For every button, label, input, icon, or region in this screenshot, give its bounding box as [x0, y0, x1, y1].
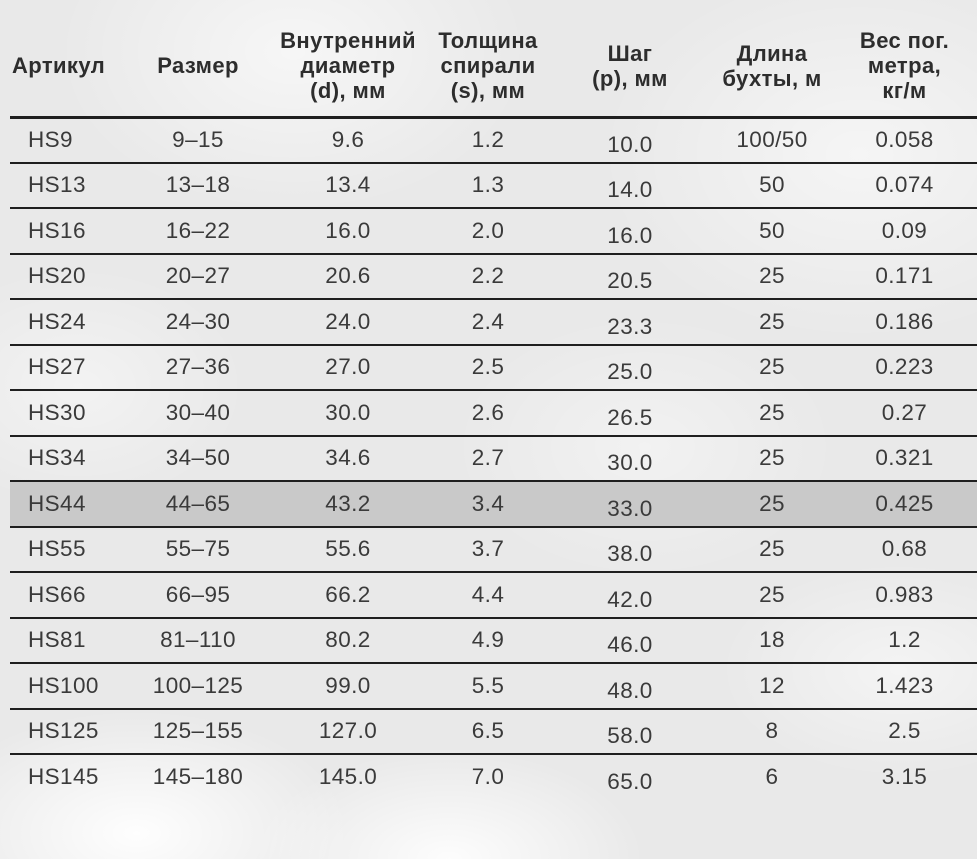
header-label: (s), мм: [450, 78, 526, 104]
cell-value: 25: [759, 399, 785, 425]
cell-weight-per-meter: [832, 663, 977, 709]
table-body: [10, 117, 977, 800]
cell-value: HS81: [28, 627, 86, 653]
cell-value: 3.7: [471, 536, 505, 562]
cell-inner-diameter: [268, 163, 428, 209]
cell-value: 145.0: [318, 764, 378, 790]
cell-value: 38.0: [607, 541, 653, 567]
cell-value: HS27: [28, 354, 86, 380]
cell-coil-length: [712, 527, 832, 573]
cell-value: 43.2: [325, 490, 371, 516]
cell-value: 80.2: [325, 627, 371, 653]
cell-weight-per-meter: [832, 436, 977, 482]
cell-inner-diameter: [268, 299, 428, 345]
cell-article: [10, 754, 128, 800]
cell-value: 1.2: [888, 627, 921, 653]
cell-value: 27–36: [165, 354, 231, 380]
cell-spiral-thickness: [428, 163, 548, 209]
cell-spiral-thickness: [428, 390, 548, 436]
header-label: Артикул: [12, 53, 106, 79]
cell-value: 0.058: [875, 127, 934, 152]
cell-value: HS9: [28, 127, 73, 152]
cell-spiral-thickness: [428, 572, 548, 618]
cell-value: 8: [765, 718, 779, 744]
cell-value: 145–180: [152, 764, 244, 790]
cell-size: [128, 709, 268, 755]
cell-inner-diameter: [268, 709, 428, 755]
cell-value: 100/50: [736, 127, 808, 152]
cell-value: 13.4: [325, 172, 371, 198]
cell-spiral-thickness: [428, 345, 548, 391]
cell-value: 25.0: [607, 359, 653, 385]
cell-value: 66.2: [325, 581, 371, 607]
cell-value: 20.6: [325, 263, 371, 289]
cell-value: 3.4: [471, 490, 505, 516]
cell-step: [548, 572, 712, 618]
cell-value: 20.5: [607, 268, 653, 294]
cell-coil-length: [712, 663, 832, 709]
cell-value: 0.171: [875, 263, 934, 289]
cell-value: 1.423: [875, 672, 934, 698]
cell-weight-per-meter: [832, 163, 977, 209]
col-header-spiral-thickness: [428, 0, 548, 117]
cell-value: 0.27: [881, 399, 928, 425]
table-row: [10, 254, 977, 300]
header-label: Длина: [736, 40, 808, 66]
cell-coil-length: [712, 572, 832, 618]
cell-step: [548, 163, 712, 209]
cell-step: [548, 390, 712, 436]
cell-size: [128, 390, 268, 436]
cell-value: 2.0: [471, 217, 505, 243]
table-row: [10, 299, 977, 345]
cell-value: 16.0: [607, 222, 653, 248]
cell-value: 24–30: [165, 308, 231, 334]
cell-inner-diameter: [268, 618, 428, 664]
cell-article: [10, 208, 128, 254]
cell-inner-diameter: [268, 345, 428, 391]
cell-article: [10, 299, 128, 345]
cell-weight-per-meter: [832, 299, 977, 345]
cell-article: [10, 163, 128, 209]
cell-step: [548, 663, 712, 709]
cell-value: HS24: [28, 308, 86, 334]
cell-step: [548, 709, 712, 755]
header-label: Размер: [157, 53, 239, 79]
cell-article: [10, 618, 128, 664]
table-row: [10, 117, 977, 163]
header-label: Вес пог.: [859, 28, 950, 54]
cell-value: 25: [759, 490, 785, 516]
cell-weight-per-meter: [832, 527, 977, 573]
cell-value: 48.0: [607, 677, 653, 703]
table-row: [10, 208, 977, 254]
cell-step: [548, 299, 712, 345]
cell-inner-diameter: [268, 527, 428, 573]
cell-weight-per-meter: [832, 481, 977, 527]
cell-coil-length: [712, 754, 832, 800]
cell-weight-per-meter: [832, 572, 977, 618]
cell-article: [10, 390, 128, 436]
cell-weight-per-meter: [832, 254, 977, 300]
cell-article: [10, 117, 128, 163]
table-row: [10, 754, 977, 800]
cell-size: [128, 663, 268, 709]
cell-value: 125–155: [152, 718, 244, 744]
cell-article: [10, 527, 128, 573]
cell-value: 30.0: [325, 399, 371, 425]
header-label: Внутренний: [280, 28, 416, 54]
cell-value: 23.3: [607, 313, 653, 339]
header-label: бухты, м: [722, 65, 822, 91]
cell-value: 44–65: [165, 490, 231, 516]
cell-value: 25: [759, 536, 785, 562]
cell-inner-diameter: [268, 663, 428, 709]
cell-article: [10, 663, 128, 709]
cell-value: 9.6: [331, 127, 365, 152]
cell-value: HS16: [28, 217, 86, 243]
header-label: спирали: [440, 53, 536, 79]
cell-value: 1.2: [471, 127, 505, 152]
cell-value: 18: [759, 627, 785, 653]
cell-value: 0.223: [875, 354, 934, 380]
cell-inner-diameter: [268, 390, 428, 436]
col-header-step: [548, 0, 712, 117]
cell-value: 65.0: [607, 769, 653, 795]
cell-spiral-thickness: [428, 436, 548, 482]
cell-inner-diameter: [268, 436, 428, 482]
cell-value: 4.4: [471, 581, 505, 607]
cell-value: 3.15: [881, 764, 928, 790]
cell-article: [10, 709, 128, 755]
cell-size: [128, 618, 268, 664]
cell-value: 50: [759, 217, 785, 243]
cell-inner-diameter: [268, 117, 428, 163]
cell-inner-diameter: [268, 481, 428, 527]
cell-step: [548, 117, 712, 163]
cell-spiral-thickness: [428, 299, 548, 345]
cell-value: 30–40: [165, 399, 231, 425]
cell-spiral-thickness: [428, 254, 548, 300]
cell-value: 99.0: [325, 672, 371, 698]
cell-size: [128, 163, 268, 209]
cell-coil-length: [712, 390, 832, 436]
cell-step: [548, 345, 712, 391]
cell-coil-length: [712, 208, 832, 254]
cell-inner-diameter: [268, 208, 428, 254]
col-header-size: [128, 0, 268, 117]
cell-value: 127.0: [318, 718, 378, 744]
cell-value: 13–18: [165, 172, 231, 198]
table-row: [10, 618, 977, 664]
cell-value: 2.5: [888, 718, 921, 744]
cell-coil-length: [712, 299, 832, 345]
cell-value: 34.6: [325, 445, 371, 471]
cell-value: 9–15: [172, 127, 224, 152]
cell-value: HS145: [28, 764, 99, 790]
cell-value: 16–22: [165, 217, 231, 243]
cell-spiral-thickness: [428, 117, 548, 163]
cell-weight-per-meter: [832, 390, 977, 436]
cell-inner-diameter: [268, 754, 428, 800]
cell-weight-per-meter: [832, 618, 977, 664]
cell-size: [128, 754, 268, 800]
cell-value: 27.0: [325, 354, 371, 380]
cell-article: [10, 345, 128, 391]
col-header-weight: [832, 0, 977, 117]
table-row: [10, 572, 977, 618]
spec-table: [10, 0, 977, 800]
cell-value: HS30: [28, 399, 86, 425]
cell-value: 0.074: [875, 172, 934, 198]
header-label: Толщина: [438, 28, 538, 54]
cell-value: 58.0: [607, 723, 653, 749]
cell-value: 12: [759, 672, 785, 698]
header-label: (p), мм: [592, 65, 668, 91]
cell-size: [128, 254, 268, 300]
table-row: [10, 345, 977, 391]
cell-size: [128, 481, 268, 527]
cell-value: 2.6: [471, 399, 505, 425]
table-row: [10, 709, 977, 755]
cell-coil-length: [712, 163, 832, 209]
cell-value: HS100: [28, 672, 99, 698]
cell-coil-length: [712, 709, 832, 755]
cell-value: 0.983: [875, 581, 934, 607]
header-row: [10, 0, 977, 117]
cell-step: [548, 208, 712, 254]
col-header-coil-length: [712, 0, 832, 117]
cell-size: [128, 572, 268, 618]
cell-size: [128, 345, 268, 391]
cell-size: [128, 527, 268, 573]
cell-value: HS34: [28, 445, 86, 471]
table-row: [10, 527, 977, 573]
cell-value: 46.0: [607, 632, 653, 658]
cell-article: [10, 572, 128, 618]
cell-weight-per-meter: [832, 345, 977, 391]
cell-value: 0.186: [875, 308, 934, 334]
cell-value: 50: [759, 172, 785, 198]
table-row: [10, 436, 977, 482]
cell-value: 34–50: [165, 445, 231, 471]
cell-step: [548, 527, 712, 573]
cell-article: [10, 254, 128, 300]
cell-coil-length: [712, 618, 832, 664]
cell-value: 2.2: [471, 263, 505, 289]
cell-size: [128, 117, 268, 163]
table-row: [10, 663, 977, 709]
cell-value: 4.9: [471, 627, 505, 653]
cell-coil-length: [712, 436, 832, 482]
cell-weight-per-meter: [832, 117, 977, 163]
header-label: кг/м: [882, 78, 927, 104]
cell-spiral-thickness: [428, 527, 548, 573]
header-label: метра,: [867, 53, 942, 79]
cell-value: 100–125: [152, 672, 244, 698]
header-label: Шаг: [607, 40, 653, 66]
cell-coil-length: [712, 254, 832, 300]
cell-value: HS44: [28, 490, 86, 516]
cell-value: 33.0: [607, 495, 653, 521]
cell-inner-diameter: [268, 254, 428, 300]
cell-value: 10.0: [607, 132, 653, 157]
cell-value: 6: [765, 764, 779, 790]
cell-value: HS13: [28, 172, 86, 198]
cell-value: 25: [759, 308, 785, 334]
cell-value: 2.5: [471, 354, 505, 380]
cell-value: 25: [759, 263, 785, 289]
cell-step: [548, 754, 712, 800]
cell-step: [548, 254, 712, 300]
cell-article: [10, 436, 128, 482]
cell-weight-per-meter: [832, 754, 977, 800]
cell-coil-length: [712, 117, 832, 163]
cell-spiral-thickness: [428, 481, 548, 527]
cell-size: [128, 436, 268, 482]
cell-coil-length: [712, 345, 832, 391]
cell-spiral-thickness: [428, 208, 548, 254]
cell-value: 42.0: [607, 586, 653, 612]
cell-value: 16.0: [325, 217, 371, 243]
cell-size: [128, 208, 268, 254]
cell-value: 5.5: [471, 672, 505, 698]
cell-value: 20–27: [165, 263, 231, 289]
cell-step: [548, 618, 712, 664]
cell-value: 0.425: [875, 490, 934, 516]
cell-spiral-thickness: [428, 618, 548, 664]
cell-value: 0.09: [881, 217, 928, 243]
cell-value: 30.0: [607, 450, 653, 476]
cell-step: [548, 481, 712, 527]
cell-value: 26.5: [607, 404, 653, 430]
col-header-inner-diameter: [268, 0, 428, 117]
cell-value: 24.0: [325, 308, 371, 334]
cell-spiral-thickness: [428, 709, 548, 755]
cell-spiral-thickness: [428, 663, 548, 709]
cell-inner-diameter: [268, 572, 428, 618]
header-label: диаметр: [300, 53, 396, 79]
cell-value: HS66: [28, 581, 86, 607]
table-row: [10, 390, 977, 436]
cell-value: 14.0: [607, 177, 653, 203]
cell-value: 55.6: [325, 536, 371, 562]
cell-value: HS20: [28, 263, 86, 289]
cell-spiral-thickness: [428, 754, 548, 800]
cell-value: HS55: [28, 536, 86, 562]
cell-value: 66–95: [165, 581, 231, 607]
cell-size: [128, 299, 268, 345]
table-row: [10, 163, 977, 209]
cell-coil-length: [712, 481, 832, 527]
cell-value: 25: [759, 581, 785, 607]
cell-article: [10, 481, 128, 527]
cell-value: 2.4: [471, 308, 505, 334]
header-label: (d), мм: [310, 78, 386, 104]
cell-value: 0.321: [875, 445, 934, 471]
cell-value: 6.5: [471, 718, 505, 744]
table-row: [10, 481, 977, 527]
cell-value: 7.0: [471, 764, 505, 790]
table-header: [10, 0, 977, 117]
cell-value: 55–75: [165, 536, 231, 562]
col-header-article: [10, 0, 128, 117]
cell-value: HS125: [28, 718, 99, 744]
cell-value: 0.68: [881, 536, 928, 562]
cell-value: 81–110: [160, 627, 236, 653]
cell-value: 25: [759, 354, 785, 380]
cell-weight-per-meter: [832, 208, 977, 254]
cell-value: 25: [759, 445, 785, 471]
cell-step: [548, 436, 712, 482]
cell-value: 2.7: [471, 445, 505, 471]
cell-weight-per-meter: [832, 709, 977, 755]
cell-value: 1.3: [471, 172, 505, 198]
